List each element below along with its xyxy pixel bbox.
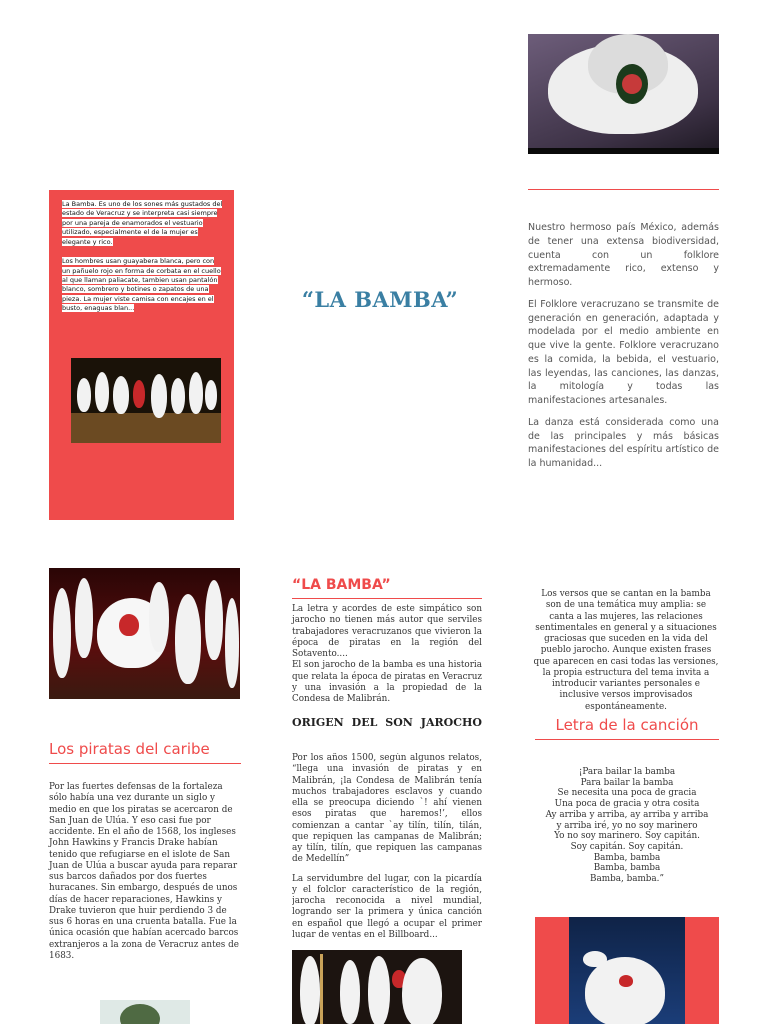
middle-intro bbox=[292, 604, 482, 705]
group-dance-photo bbox=[71, 358, 221, 443]
lyric-line: Yo no soy marinero. Soy capitán. bbox=[554, 831, 700, 842]
pirates-divider bbox=[49, 763, 241, 764]
middle-paragraph-2: El son jarocho de la bamba es una historia que relata la época de piratas en Veracruz y una invasión a la propiedad de la Condesa de Malibrán. bbox=[292, 660, 482, 704]
lyric-line: Soy capitán. Soy capitán. bbox=[570, 842, 684, 853]
pirates-text: Por las fuertes defensas de la fortaleza sólo había una vez durante un siglo y medio en que los piratas se acercaron de San Juan de Ulúa. Y eso casi fue por accidente. En el año de 1568, los ingleses John Hawkins y Francis Drake habían tenido que refugiarse en el islote de San Juan de Ulúa a buscar ayuda para reparar sus barcos dañados por dos fuertes huracanes. Sin embargo, después de unos días de hacer reparaciones, Hawkins y Drake tuvieron que huir perdiendo 3 de sus 6 horas en una cruenta batalla. Fue la única ocasión que habían acercado barcos extranjeros a la zona de Veracruz antes de 1683. bbox=[49, 782, 239, 961]
middle-paragraph-1: La letra y acordes de este simpático son jarocho no tienen más autor que serviles trabajadores veracruzanos que vivieron la época de piratas en la región del Sotavento.... bbox=[292, 604, 482, 659]
lyric-line: Se necesita una poca de gracia bbox=[557, 788, 697, 799]
island-photo bbox=[100, 1000, 190, 1024]
divider-line bbox=[528, 189, 719, 190]
intro-paragraph-3: La danza está considerada como una de las principales y más básicas manifestaciones del espíritu artístico de la humanidad... bbox=[528, 416, 719, 470]
lyric-line: Bamba, bamba bbox=[593, 852, 661, 863]
lyric-line: y arriba iré, yo no soy marinero bbox=[556, 820, 698, 831]
lyric-line: ¡Para bailar la bamba bbox=[578, 767, 676, 777]
origin-title: ORIGEN DEL SON JAROCHO bbox=[292, 716, 482, 729]
origin-paragraph-1: Por los años 1500, según algunos relatos, “llega una invasión de piratas y en Malibrán, ¡la Condesa de Malibrán tenía muchos trabajadores esclavos y cuando ella se preocupa diciendo `! ahí vienen esos piratas que haremos!’, ellos comienzan a cantar `ay tilín, tilín, tilán, que repiquen las campanas de Malibrán; ay tilín, tilín, que repiquen las campanas de Medellín” bbox=[292, 753, 482, 865]
song-title: Letra de la canción bbox=[555, 716, 699, 734]
costume-paragraph-1: La Bamba. Es uno de los sones más gustados del estado de Veracruz y se interpreta casi siempre por una pareja de enamorados el vestuario utilizado, especialmente el de la mujer es elegante y rico. bbox=[62, 200, 223, 246]
dancer-dress-photo bbox=[528, 34, 719, 154]
musicians-photo bbox=[292, 950, 462, 1024]
costume-paragraph-2: Los hombres usan guayabera blanca, pero con un pañuelo rojo en forma de corbata en el cuello al que llaman paliacate, tambien usan pantalón blanco, sombrero y botines o zapatos de una pieza. La mujer viste camisa con encajes en el busto, enaguas blan... bbox=[62, 257, 221, 313]
origin-text bbox=[292, 753, 482, 938]
middle-divider bbox=[292, 598, 482, 599]
song-lyrics bbox=[535, 767, 719, 885]
lyric-line: Una poca de gracia y otra cosita bbox=[554, 799, 700, 810]
red-info-panel bbox=[49, 190, 234, 520]
pirates-title: Los piratas del caribe bbox=[49, 740, 210, 758]
lyric-line: Bamba, bamba.” bbox=[590, 874, 664, 885]
song-divider bbox=[535, 739, 719, 740]
stage-dance-photo bbox=[49, 568, 240, 699]
versos-text: Los versos que se cantan en la bamba son de una temática muy amplia: se canta a las mujeres, las relaciones sentimentales en general y a situaciones graciosas que suceden en la vida del pueblo jarocho. Aunque existen frases que aparecen en casi todas las versiones, la propia estructura del tema invita a introducir variantes personales e inclusive versos improvisados espontáneamente. bbox=[533, 589, 719, 712]
middle-title: “LA BAMBA” bbox=[292, 577, 391, 593]
origin-paragraph-2: La servidumbre del lugar, con la picardía y el folclor característico de la región, jarocha reconocida a nivel mundial, logrando ser la primera y única canción en español que llegó a ocupar el primer lugar de ventas en el Billboard... bbox=[292, 873, 482, 938]
lyric-line: Para bailar la bamba bbox=[580, 777, 674, 788]
intro-paragraph-1: Nuestro hermoso país México, además de tener una extensa biodiversidad, cuenta con un folklore extremadamente rico, extenso y hermoso. bbox=[528, 222, 719, 289]
intro-text bbox=[528, 221, 719, 481]
solo-dancer-photo bbox=[535, 917, 719, 1024]
cover-title: “LA BAMBA” bbox=[301, 287, 459, 312]
lyric-line: Ay arriba y arriba, ay arriba y arriba bbox=[545, 809, 709, 820]
lyric-line: Bamba, bamba bbox=[593, 863, 661, 874]
intro-paragraph-2: El Folklore veracruzano se transmite de generación en generación, adaptada y modelada por el medio ambiente en que vive la gente. Folklore veracruzano es la comida, la bebida, el vestuario, las leyendas, las canciones, las danzas, la mitología y todas las manifestaciones artesanales. bbox=[528, 298, 719, 407]
